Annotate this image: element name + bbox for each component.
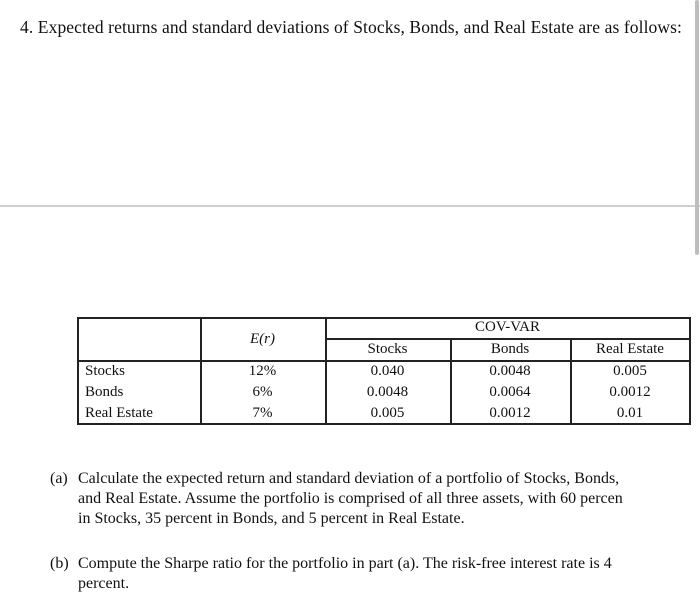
cov-realestate-stocks: 0.005 <box>370 405 405 421</box>
cov-stocks-bonds: 0.0048 <box>489 363 531 379</box>
cov-bonds-bonds: 0.0064 <box>489 384 531 400</box>
part-b-line-1: Compute the Sharpe ratio for the portfolio in part (a). The risk-free interest rate is 4 <box>78 555 612 572</box>
header-col-stocks: Stocks <box>367 341 408 357</box>
part-b-line-2: percent. <box>78 575 130 592</box>
cov-realestate-realestate: 0.01 <box>616 405 644 421</box>
cov-bonds-realestate: 0.0012 <box>609 384 651 400</box>
header-col-real-estate: Real Estate <box>596 341 664 357</box>
part-a-line-2: and Real Estate. Assume the portfolio is comprised of all three assets, with 60 percen <box>78 490 623 507</box>
er-bonds: 6% <box>252 384 273 400</box>
section-divider <box>0 205 700 207</box>
part-a-text <box>78 469 668 529</box>
part-b-label: (b) <box>50 555 69 572</box>
table-border-left <box>77 317 79 425</box>
header-cov-var: COV-VAR <box>474 319 541 335</box>
covariance-table <box>77 317 691 425</box>
row-label-real-estate: Real Estate <box>85 405 153 421</box>
part-b-text <box>78 554 668 594</box>
cov-bonds-stocks: 0.0048 <box>366 384 409 400</box>
cov-stocks-stocks: 0.040 <box>370 363 405 379</box>
part-a-line-3: in Stocks, 35 percent in Bonds, and 5 percent in Real Estate. <box>78 510 465 527</box>
header-col-bonds: Bonds <box>490 341 530 357</box>
question-heading: 4. Expected returns and standard deviations of Stocks, Bonds, and Real Estate are as follows: <box>20 17 682 37</box>
part-a-line-1: Calculate the expected return and standard deviation of a portfolio of Stocks, Bonds, <box>78 470 620 487</box>
cov-stocks-realestate: 0.005 <box>613 363 647 379</box>
table-border-bottom <box>77 423 691 425</box>
header-expected-return: E(r) <box>250 331 275 347</box>
question-header-area <box>0 0 700 205</box>
er-real-estate: 7% <box>252 405 273 421</box>
cov-realestate-bonds: 0.0012 <box>489 405 531 421</box>
row-label-bonds: Bonds <box>85 384 124 400</box>
row-label-stocks: Stocks <box>85 363 126 379</box>
part-a-label: (a) <box>50 470 68 487</box>
scrollbar[interactable] <box>695 0 699 255</box>
er-stocks: 12% <box>248 363 277 379</box>
